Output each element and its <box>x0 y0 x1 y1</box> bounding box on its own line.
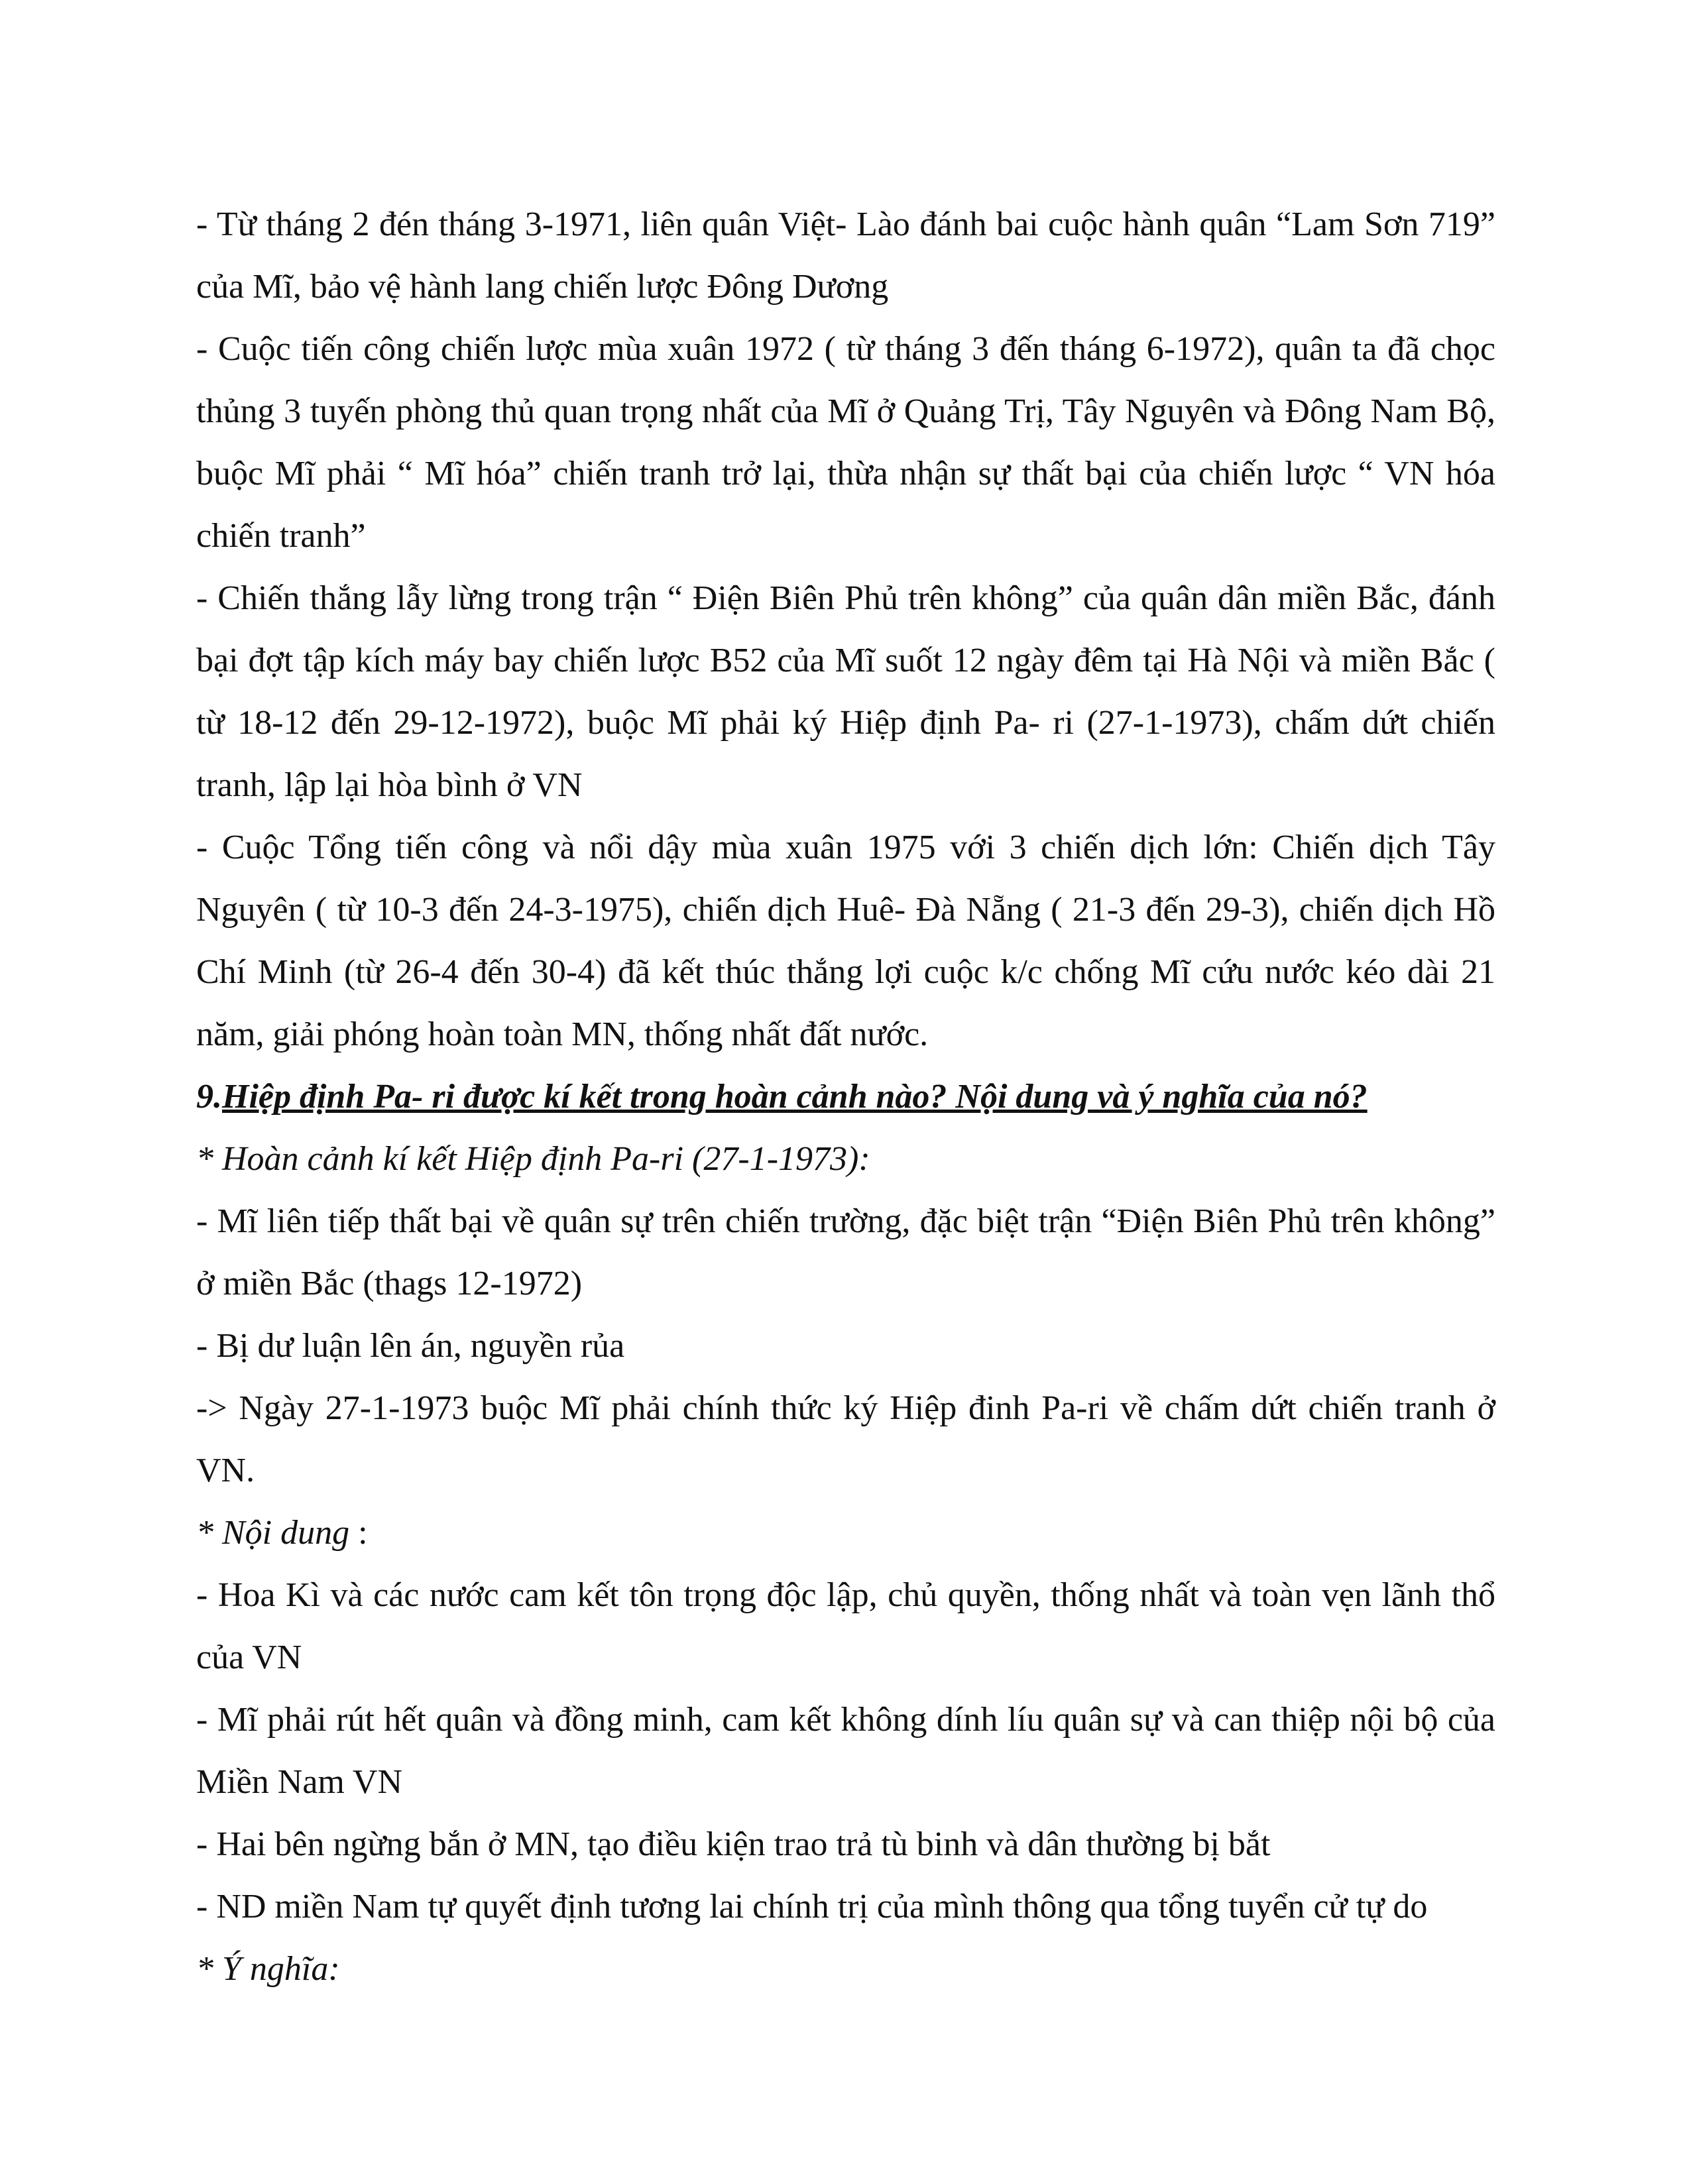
paragraph-laos-campaign: - Từ tháng 2 đén tháng 3-1971, liên quân Việt- Lào đánh bai cuộc hành quân “Lam Sơn 719” của Mĩ, bảo vệ hành lang chiến lược Đông Dương <box>196 205 1495 306</box>
content-heading-line <box>196 1502 1495 1564</box>
question-heading <box>196 1066 1495 1128</box>
paragraph-spring-1972: - Cuộc tiến công chiến lược mùa xuân 1972 ( từ tháng 3 đến tháng 6-1972), quân ta đã chọc thủng 3 tuyến phòng thủ quan trọng nhất của Mĩ ở Quảng Trị, Tây Nguyên và Đông Nam Bộ, buộc Mĩ phải “ Mĩ hóa” chiến tranh trở lại, thừa nhận sự thất bại của chiến lược “ VN hóa chiến tranh” <box>196 330 1495 555</box>
content-item: - ND miền Nam tự quyết định tương lai chính trị của mình thông qua tổng tuyển cử tự do <box>196 1888 1428 1925</box>
context-item: -> Ngày 27-1-1973 buộc Mĩ phải chính thức ký Hiệp đinh Pa-ri về chấm dứt chiến tranh ở VN. <box>196 1389 1495 1489</box>
paragraph-spring-1975: - Cuộc Tổng tiến công và nổi dậy mùa xuân 1975 với 3 chiến dịch lớn: Chiến dịch Tây Nguyên ( từ 10-3 đến 24-3-1975), chiến dịch Huê- Đà Nẵng ( 21-3 đến 29-3), chiến dịch Hồ Chí Minh (từ 26-4 đến 30-4) đã kết thúc thắng lợi cuộc k/c chống Mĩ cứu nước kéo dài 21 năm, giải phóng hoàn toàn MN, thống nhất đất nước. <box>196 829 1495 1053</box>
question-number: 9. <box>196 1078 222 1116</box>
document-page <box>196 194 1495 2000</box>
context-item: - Mĩ liên tiếp thất bại về quân sự trên chiến trường, đặc biệt trận “Điện Biên Phủ trên không” ở miền Bắc (thags 12-1972) <box>196 1202 1495 1302</box>
content-item: - Hai bên ngừng bắn ở MN, tạo điều kiện trao trả tù binh và dân thường bị bắt <box>196 1825 1271 1863</box>
meaning-heading: * Ý nghĩa: <box>196 1950 340 1988</box>
paragraph-dien-bien-phu-air: - Chiến thắng lẫy lừng trong trận “ Điện Biên Phủ trên không” của quân dân miền Bắc, đánh bại đợt tập kích máy bay chiến lược B52 của Mĩ suốt 12 ngày đêm tại Hà Nội và miền Bắc ( từ 18-12 đến 29-12-1972), buộc Mĩ phải ký Hiệp định Pa- ri (27-1-1973), chấm dứt chiến tranh, lập lại hòa bình ở VN <box>196 579 1495 804</box>
content-heading: * Nội dung <box>196 1514 350 1552</box>
question-text: Hiệp định Pa- ri được kí kết trong hoàn cảnh nào? Nội dung và ý nghĩa của nó? <box>222 1078 1368 1116</box>
content-heading-suffix: : <box>349 1514 368 1552</box>
content-item: - Mĩ phải rút hết quân và đồng minh, cam kết không dính líu quân sự và can thiệp nội bộ của Miền Nam VN <box>196 1701 1495 1801</box>
content-item: - Hoa Kì và các nước cam kết tôn trọng độc lập, chủ quyền, thống nhất và toàn vẹn lãnh thổ của VN <box>196 1576 1495 1676</box>
context-heading: * Hoàn cảnh kí kết Hiệp định Pa-ri (27-1-1973): <box>196 1140 870 1178</box>
context-item: - Bị dư luận lên án, nguyền rủa <box>196 1327 625 1365</box>
